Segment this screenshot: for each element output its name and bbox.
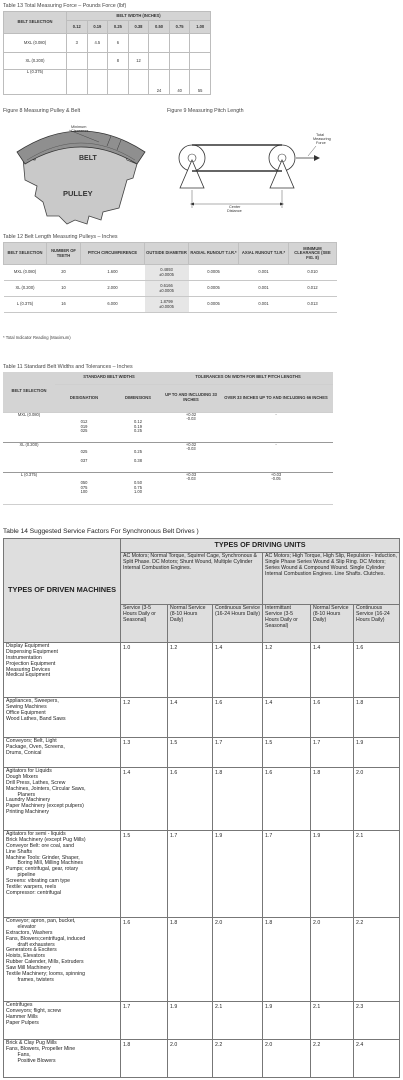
t14-service-header: Service (3-5 Hours Daily or Seasonal) bbox=[121, 605, 168, 643]
t12-cell: XL (0.200) bbox=[4, 281, 47, 297]
t14-factor: 1.6 bbox=[168, 768, 213, 831]
t13-width-header: BELT WIDTH (INCHES) bbox=[67, 12, 211, 21]
belt-label: BELT bbox=[79, 155, 97, 162]
table-11-caption: Table 11 Standard Belt Widths and Tolerances – Inches bbox=[3, 364, 133, 370]
t14-factor: 1.9 bbox=[213, 831, 263, 918]
t14-machines: Brick & Clay Pug Mills Fans, Blowers, Propeller Mine Fans, Positive Blowers bbox=[4, 1040, 121, 1078]
t14-factor: 1.7 bbox=[168, 831, 213, 918]
table-11 bbox=[3, 372, 333, 505]
t14-factor: 1.9 bbox=[168, 1002, 213, 1040]
t11-over: - bbox=[219, 442, 333, 472]
table-12-caption: Table 12 Belt Length Measuring Pulleys – Inches bbox=[3, 234, 118, 240]
t11-designation-header: DESIGNATION bbox=[55, 384, 113, 412]
table-row bbox=[4, 1002, 400, 1040]
t14-factor: 2.2 bbox=[354, 918, 400, 1002]
t13-cell: 12 bbox=[128, 53, 149, 70]
t14-factor: 1.5 bbox=[121, 831, 168, 918]
t13-cell: 8 bbox=[108, 53, 129, 70]
table-13 bbox=[3, 11, 211, 95]
minimum-clearance-label: Minimum Clearance bbox=[71, 125, 89, 133]
t14-factor: 1.4 bbox=[311, 643, 354, 698]
t14-factor: 1.5 bbox=[168, 738, 213, 768]
t14-factor: 1.4 bbox=[263, 698, 311, 738]
t14-factor: 1.3 bbox=[121, 738, 168, 768]
table-row bbox=[3, 442, 333, 472]
table-row bbox=[4, 297, 337, 313]
table-row bbox=[3, 412, 333, 442]
t13-cell: 40 bbox=[169, 70, 190, 95]
t14-factor: 1.6 bbox=[213, 698, 263, 738]
t14-machines: Agitators for semi - liquids Brick Machinery (except Pug Mills) Conveyor Belt: ore coal, sand Line Shafts Machine Tools: Grinder, Shaper, Boring Mill, Milling Machines Pumps; centrifugal, gear, rotary pipeline Screens: vibrating cam type Textile: warpers, reels Compressor: centrifugal bbox=[4, 831, 121, 918]
table-row bbox=[3, 472, 333, 504]
table-14 bbox=[3, 538, 400, 1078]
t12-cell: 1.8799 ±0.0005 bbox=[145, 297, 189, 313]
t12-cell: 16 bbox=[47, 297, 81, 313]
t14-factor: 1.4 bbox=[121, 768, 168, 831]
t13-cell bbox=[190, 53, 211, 70]
t14-factor: 2.2 bbox=[311, 1040, 354, 1078]
figure-8-pulley-belt-diagram bbox=[3, 116, 159, 226]
t12-cell: 20 bbox=[47, 265, 81, 281]
t13-cell bbox=[128, 34, 149, 53]
figure-9-pitch-length-diagram bbox=[166, 116, 398, 226]
t14-factor: 2.1 bbox=[213, 1002, 263, 1040]
t14-factor: 1.2 bbox=[263, 643, 311, 698]
t14-factor: 1.6 bbox=[354, 643, 400, 698]
t14-machines: Conveyor; apron, pan, bucket, elevator Extractors, Washers Fans, Blowers;centrifugal, induced draft exhausters Generators & Exciters Hoists, Elevators Rubber Calender, Mills, Extruders Saw Mill Machinery Textile Machinery; looms, spinning frames, twisters bbox=[4, 918, 121, 1002]
t13-cell bbox=[108, 70, 129, 95]
t14-factor: 1.4 bbox=[213, 643, 263, 698]
t11-upto: +0.02 -0.03 bbox=[163, 442, 219, 472]
t14-service-header: Continuous Service (16-24 Hours Daily) bbox=[354, 605, 400, 643]
t14-factor: 2.0 bbox=[168, 1040, 213, 1078]
table-row bbox=[4, 768, 400, 831]
table-12-footnote: * Total Indicator Reading (Maximum) bbox=[3, 335, 71, 340]
t13-cell bbox=[87, 70, 108, 95]
table-row bbox=[4, 738, 400, 768]
t11-belt-header: BELT SELECTION bbox=[3, 372, 55, 412]
t13-belt-header: BELT SELECTION bbox=[4, 12, 67, 34]
t13-cell: 6 bbox=[108, 34, 129, 53]
t14-service-header: Continuous Service (16-24 Hours Daily) bbox=[213, 605, 263, 643]
t12-cell: 0.012 bbox=[289, 281, 337, 297]
t12-cell: 0.0005 bbox=[189, 297, 239, 313]
t13-width: 0.50 bbox=[149, 21, 170, 34]
t14-machines: Centrifuges Conveyors; flight, screw Hammer Mills Paper Pulpers bbox=[4, 1002, 121, 1040]
t14-factor: 2.0 bbox=[213, 918, 263, 1002]
table-13-caption: Table 13 Total Measuring Force – Pounds Force (lbf) bbox=[3, 3, 127, 9]
t12-cell: 0.4893 ±0.0005 bbox=[145, 265, 189, 281]
t13-cell: 4.5 bbox=[87, 34, 108, 53]
table-row bbox=[4, 698, 400, 738]
t14-factor: 1.6 bbox=[121, 918, 168, 1002]
t13-cell bbox=[87, 53, 108, 70]
t13-cell: 3 bbox=[67, 34, 88, 53]
t14-driven-header: TYPES OF DRIVEN MACHINES bbox=[4, 539, 121, 643]
table-row bbox=[4, 34, 211, 53]
t14-machines: Agitators for Liquids Dough Mixers Drill Press, Lathes, Screw Machines, Jointers, Circular Saws, Planers Laundry Machinery Paper Machinery (except pulpers) Printing Machinery bbox=[4, 768, 121, 831]
t12-cell: 0.0005 bbox=[189, 265, 239, 281]
t14-factor: 1.8 bbox=[354, 698, 400, 738]
t13-cell: 24 bbox=[149, 70, 170, 95]
t13-width: 0.19 bbox=[87, 21, 108, 34]
t14-factor: 1.7 bbox=[263, 831, 311, 918]
t12-cell: 2.000 bbox=[81, 281, 145, 297]
t12-cell: 6.000 bbox=[81, 297, 145, 313]
table-12 bbox=[3, 242, 337, 313]
total-measuring-force-label: Total Measuring Force bbox=[313, 133, 331, 145]
t11-dimensions-header: DIMENSIONS bbox=[113, 384, 163, 412]
t14-service-header: Normal Service (8-10 Hours Daily) bbox=[168, 605, 213, 643]
t12-cell: 1.600 bbox=[81, 265, 145, 281]
table-14-caption: Table 14 Suggested Service Factors For Synchronous Belt Drives ) bbox=[3, 528, 199, 535]
t13-cell bbox=[67, 70, 88, 95]
t14-factor: 1.8 bbox=[121, 1040, 168, 1078]
t14-factor: 1.9 bbox=[311, 831, 354, 918]
t12-cell: 0.001 bbox=[239, 281, 289, 297]
t11-over-header: OVER 33 INCHES UP TO AND INCLUDING 66 INCHES bbox=[219, 384, 333, 412]
t14-factor: 2.1 bbox=[354, 831, 400, 918]
t12-header: BELT SELECTION bbox=[4, 243, 47, 265]
t11-upto: +0.02 -0.03 bbox=[163, 412, 219, 442]
table-row bbox=[4, 281, 337, 297]
t14-group2-header: AC Motors; High Torque, High Slip, Repulsion - Induction, Single Phase Series Wound & Slip Ring. DC Motors; Series Wound & Compound Wound. Single Cylinder Internal Combustion Engines. Line Shafts. Clutches. bbox=[263, 553, 400, 605]
t14-factor: 1.8 bbox=[213, 768, 263, 831]
t11-designation: 050 075 100 bbox=[55, 472, 113, 504]
t13-width: 0.12 bbox=[67, 21, 88, 34]
t14-factor: 1.7 bbox=[121, 1002, 168, 1040]
figure-9-caption: Figure 9 Measuring Pitch Length bbox=[167, 108, 244, 114]
t14-factor: 2.2 bbox=[213, 1040, 263, 1078]
t12-header: MINIMUM CLEARANCE (SEE FIG. 8) bbox=[289, 243, 337, 265]
t14-factor: 1.7 bbox=[213, 738, 263, 768]
table-row bbox=[4, 918, 400, 1002]
pulley-label: PULLEY bbox=[63, 189, 93, 198]
t12-cell: MXL (0.080) bbox=[4, 265, 47, 281]
t13-cell bbox=[169, 53, 190, 70]
t14-factor: 1.8 bbox=[311, 768, 354, 831]
t13-width: 0.38 bbox=[128, 21, 149, 34]
t14-factor: 1.8 bbox=[168, 918, 213, 1002]
t13-cell: 55 bbox=[190, 70, 211, 95]
t13-row-label: MXL (0.080) bbox=[4, 34, 67, 53]
t13-width: 0.25 bbox=[108, 21, 129, 34]
t14-factor: 1.2 bbox=[168, 643, 213, 698]
center-distance-label: Center Distance bbox=[227, 205, 242, 213]
table-row bbox=[4, 70, 211, 95]
t12-cell: 0.001 bbox=[239, 297, 289, 313]
t14-factor: 2.0 bbox=[311, 918, 354, 1002]
table-row bbox=[4, 53, 211, 70]
t11-belt: XL (0.200) bbox=[3, 442, 55, 472]
t11-dimensions: 0.50 0.75 1.00 bbox=[113, 472, 163, 504]
t12-cell: L (0.375) bbox=[4, 297, 47, 313]
t14-factor: 1.6 bbox=[263, 768, 311, 831]
t13-width: 1.00 bbox=[190, 21, 211, 34]
t13-cell bbox=[149, 53, 170, 70]
t12-header: NUMBER OF TEETH bbox=[47, 243, 81, 265]
t12-cell: 0.001 bbox=[239, 265, 289, 281]
t14-driving-header: TYPES OF DRIVING UNITS bbox=[121, 539, 400, 553]
t12-header: RADIAL RUNOUT T.I.R.* bbox=[189, 243, 239, 265]
t14-service-header: Normal Service (8-10 Hours Daily) bbox=[311, 605, 354, 643]
table-row bbox=[4, 643, 400, 698]
t14-factor: 2.1 bbox=[311, 1002, 354, 1040]
t13-row-label: L (0.375) bbox=[4, 70, 67, 95]
t13-cell bbox=[190, 34, 211, 53]
t14-factor: 1.2 bbox=[121, 698, 168, 738]
t13-row-label: XL (0.200) bbox=[4, 53, 67, 70]
t14-factor: 2.3 bbox=[354, 1002, 400, 1040]
t14-factor: 1.9 bbox=[354, 738, 400, 768]
t11-belt: MXL (0.080) bbox=[3, 412, 55, 442]
t14-factor: 2.4 bbox=[354, 1040, 400, 1078]
t13-cell bbox=[169, 34, 190, 53]
t12-cell: 0.010 bbox=[289, 265, 337, 281]
t12-cell: 0.0005 bbox=[189, 281, 239, 297]
t14-factor: 1.6 bbox=[311, 698, 354, 738]
t12-header: OUTSIDE DIAMETER bbox=[145, 243, 189, 265]
t14-factor: 1.7 bbox=[311, 738, 354, 768]
t14-factor: 1.0 bbox=[121, 643, 168, 698]
t14-machines: Appliances, Sweepers, Sewing Machines Office Equipment Wood Lathes, Band Saws bbox=[4, 698, 121, 738]
t14-service-header: Intermittant Service (3-5 Hours Daily or Seasonal) bbox=[263, 605, 311, 643]
t12-cell: 10 bbox=[47, 281, 81, 297]
t11-designation: 012 019 025 bbox=[55, 412, 113, 442]
t12-cell: 0.013 bbox=[289, 297, 337, 313]
t11-upto: +0.03 -0.03 bbox=[163, 472, 219, 504]
t14-factor: 1.5 bbox=[263, 738, 311, 768]
t14-factor: 1.8 bbox=[263, 918, 311, 1002]
t12-header: AXIAL RUNOUT T.I.R.* bbox=[239, 243, 289, 265]
table-row bbox=[4, 265, 337, 281]
t14-factor: 1.9 bbox=[263, 1002, 311, 1040]
t11-dimensions: 0.25 0.38 bbox=[113, 442, 163, 472]
figure-8-caption: Figure 8 Measuring Pulley & Belt bbox=[3, 108, 81, 114]
t14-factor: 1.4 bbox=[168, 698, 213, 738]
table-row bbox=[4, 1040, 400, 1078]
t11-tolerance-header: TOLERANCES ON WIDTH FOR BELT PITCH LENGTHS bbox=[163, 372, 333, 384]
t13-cell bbox=[149, 34, 170, 53]
t14-factor: 2.0 bbox=[263, 1040, 311, 1078]
t14-machines: Conveyors; Belt, Light Package, Oven, Screens, Drums, Conical bbox=[4, 738, 121, 768]
t11-belt: L (0.375) bbox=[3, 472, 55, 504]
t14-machines: Display Equipment Dispensing Equipment Instrumentation Projection Equipment Measuring Devices Medical Equipment bbox=[4, 643, 121, 698]
t13-cell bbox=[67, 53, 88, 70]
t11-over: - bbox=[219, 412, 333, 442]
table-row bbox=[4, 831, 400, 918]
t11-upto-header: UP TO AND INCLUDING 33 INCHES bbox=[163, 384, 219, 412]
t13-width: 0.75 bbox=[169, 21, 190, 34]
t11-standard-header: STANDARD BELT WIDTHS bbox=[55, 372, 163, 384]
t11-designation: 025 037 bbox=[55, 442, 113, 472]
t14-group1-header: AC Motors; Normal Torque, Squirrel Cage, Synchronous & Split Phase. DC Motors; Shunt Wound, Multiple Cylinder Internal Combustion Engines. bbox=[121, 553, 263, 605]
t12-cell: 0.6166 ±0.0005 bbox=[145, 281, 189, 297]
t13-cell bbox=[128, 70, 149, 95]
t11-over: +0.03 -0.05 bbox=[219, 472, 333, 504]
t11-dimensions: 0.12 0.19 0.25 bbox=[113, 412, 163, 442]
t14-factor: 2.0 bbox=[354, 768, 400, 831]
t12-header: PITCH CIRCUMFERENCE bbox=[81, 243, 145, 265]
